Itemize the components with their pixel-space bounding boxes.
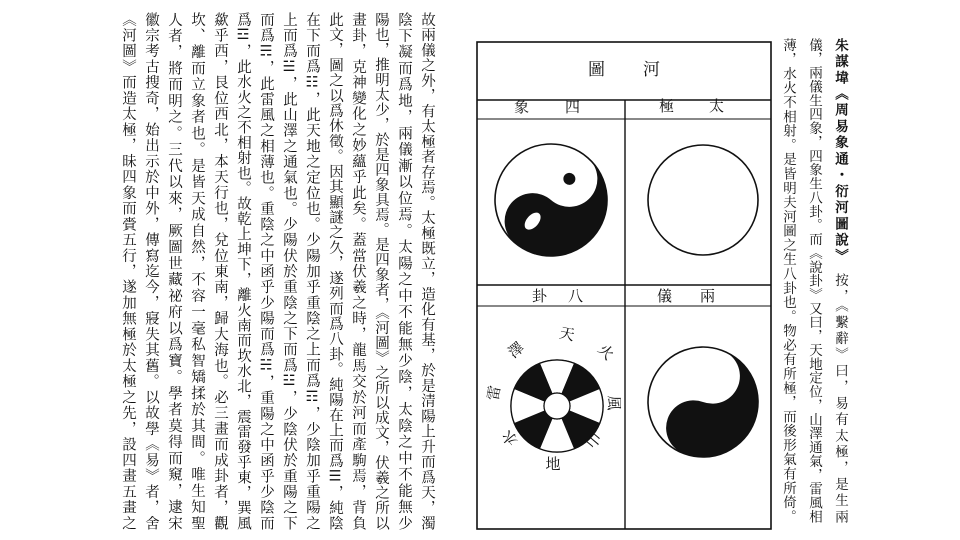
text-column-8: 而爲☴，此雷風之相薄也。重陰之中函乎少陽而爲☵，重陽之中函乎少陰而 [258,12,274,530]
bagua-label-mountain: 山 [581,428,605,452]
intro-column-2: 儀，兩儀生四象，四象生八卦。而《說卦》又曰，天地定位，山澤通氣，雷風相 [806,38,822,523]
text-column-9: 爲☲，此水火之不相射也。故乾上坤下，離火南而坎水北，震雷發乎東，巽風 [235,12,251,530]
diagram-title: 河圖 [588,60,660,80]
text-column-4: 畫卦，克神變化之妙蘊乎此矣。蓋當伏羲之時，龍馬交於河而產駒焉，背負 [350,12,366,530]
panel-label-taiji: 太極 [659,97,724,115]
panel-label-bagua: 八卦 [532,287,583,305]
bagua-center [544,393,570,419]
sixiang-symbol [476,121,630,279]
bagua-label-thunder: 雷 [483,384,505,402]
text-column-10: 歘乎西，艮位西北，本天行也，兌位東南，歸大海也。必三畫而成卦者，觀 [212,12,228,530]
intro-column-1 [827,38,853,523]
intro-column-3: 薄，水火不相射。是皆明夫河圖之生八卦也。物必有所極，而後形氣有所倚。 [780,38,796,523]
intro-column-1-text: 按，《繫辭》曰，易有太極，是生兩 [832,273,848,523]
text-column-3: 陽也，推明太少，於是四象具焉。是四象者，《河圖》之所以成文，伏羲之所以 [373,12,389,530]
bagua-label-heaven: 天 [557,323,577,345]
bagua-label-lake: 澤 [504,338,528,362]
text-column-14: 《河圖》而造太極，昧四象而賫五行，遂加無極於太極之先，設四畫五畫之 [120,12,136,530]
bagua-label-earth: 地 [545,455,561,473]
bagua-label-wind: 風 [605,395,623,411]
section-heading: 朱謀㙔《周易象通・衍河圖說》 [832,38,848,266]
text-column-2: 陰下凝而爲地，兩儀漸以位焉。太陽之中不能無少陰，太陰之中不能無少 [396,12,412,530]
text-column-7: 上而爲☱，此山澤之通氣也。少陽伏於重陰之下而爲☳，少陰伏於重陽之下 [281,12,297,530]
text-column-11: 坎、離而立象者也。是皆天成自然，不容一毫私智矯揉於其間。唯生知聖 [189,12,205,530]
bagua-label-fire: 火 [594,340,618,364]
bagua-label-water: 水 [498,426,522,450]
panel-label-sixiang: 四象 [514,98,580,116]
text-column-5: 此文，圖之以爲休徵。因其顯謎之久，遂列而爲八卦。純陽在上而爲☰，純陰 [327,12,343,530]
main-text-block [116,12,438,530]
taiji-circle [648,145,758,255]
text-column-6: 在下而爲☷，此天地之定位也。少陽加乎重陰之上而爲☶，少陰加乎重陽之 [304,12,320,530]
text-column-12: 人者，將而明之。三代以來，厥圖世藏祕府以爲寶。學者莫得而窺，逮宋 [166,12,182,530]
liangyi-symbol [633,332,772,473]
text-column-1: 故兩儀之外，有太極者存焉。太極既立，造化有基，於是清陽上升而爲天，濁 [419,12,435,530]
panel-label-liangyi: 兩儀 [657,287,715,305]
intro-text-block [775,38,853,523]
text-column-13: 徽宗考古搜奇，始出示於中外，傳寫迄今，寢失其舊。以故學《易》者，舍 [143,12,159,530]
